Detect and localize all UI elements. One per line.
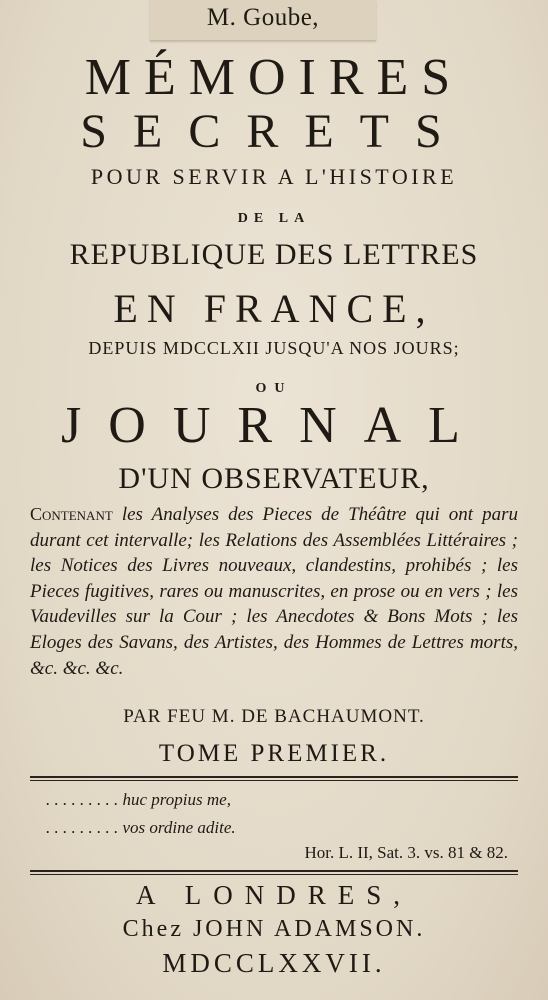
contents-description <box>30 502 518 681</box>
epigraph-citation: Hor. L. II, Sat. 3. vs. 81 & 82. <box>304 843 508 862</box>
title-ou: OU <box>255 381 293 396</box>
author-line: PAR FEU M. DE BACHAUMONT. <box>123 706 425 727</box>
description-lead: Contenant <box>30 504 113 524</box>
title-observateur: D'UN OBSERVATEUR, <box>118 462 430 495</box>
title-memoires: MÉMOIRES <box>84 49 464 106</box>
volume-line: TOME PREMIER. <box>158 740 390 767</box>
epigraph-line-2: . . . . . . . . . vos ordine adite. <box>46 818 236 837</box>
imprint-city: A LONDRES, <box>135 880 412 910</box>
imprint-publisher: Chez JOHN ADAMSON. <box>122 916 426 942</box>
title-depuis: DEPUIS MDCCLXII JUSQU'A NOS JOURS; <box>88 338 460 358</box>
title-journal: JOURNAL <box>61 397 487 454</box>
title-pour-servir: POUR SERVIR A L'HISTOIRE <box>90 164 458 189</box>
epigraph-line-1: . . . . . . . . . huc propius me, <box>46 790 231 809</box>
title-en-france: EN FRANCE, <box>113 286 435 331</box>
title-de-la: DE LA <box>237 211 311 226</box>
title-secrets: SECRETS <box>80 105 468 158</box>
bottom-rule <box>30 870 518 872</box>
owner-label: M. Goube, <box>206 4 320 31</box>
top-rule <box>30 776 518 778</box>
title-republique: REPUBLIQUE DES LETTRES <box>69 238 479 271</box>
description-text: les Analyses des Pieces de Théâtre qui ont paru durant cet intervalle; les Relations des Assemblées Littéraires ; les Notices des Livres nouveaux, clandestins, prohibés ; les Pieces fugitives, rares ou manuscrites, en prose ou en vers ; les Vaudevilles sur la Cour ; les Anecdotes & Bons Mots ; les Eloges des Savans, des Artistes, des Hommes de Lettres morts, &c. &c. &c. <box>30 504 518 679</box>
imprint-year: MDCCLXXVII. <box>162 948 386 978</box>
top-rule-thin <box>30 780 518 781</box>
bottom-rule-thin <box>30 874 518 875</box>
